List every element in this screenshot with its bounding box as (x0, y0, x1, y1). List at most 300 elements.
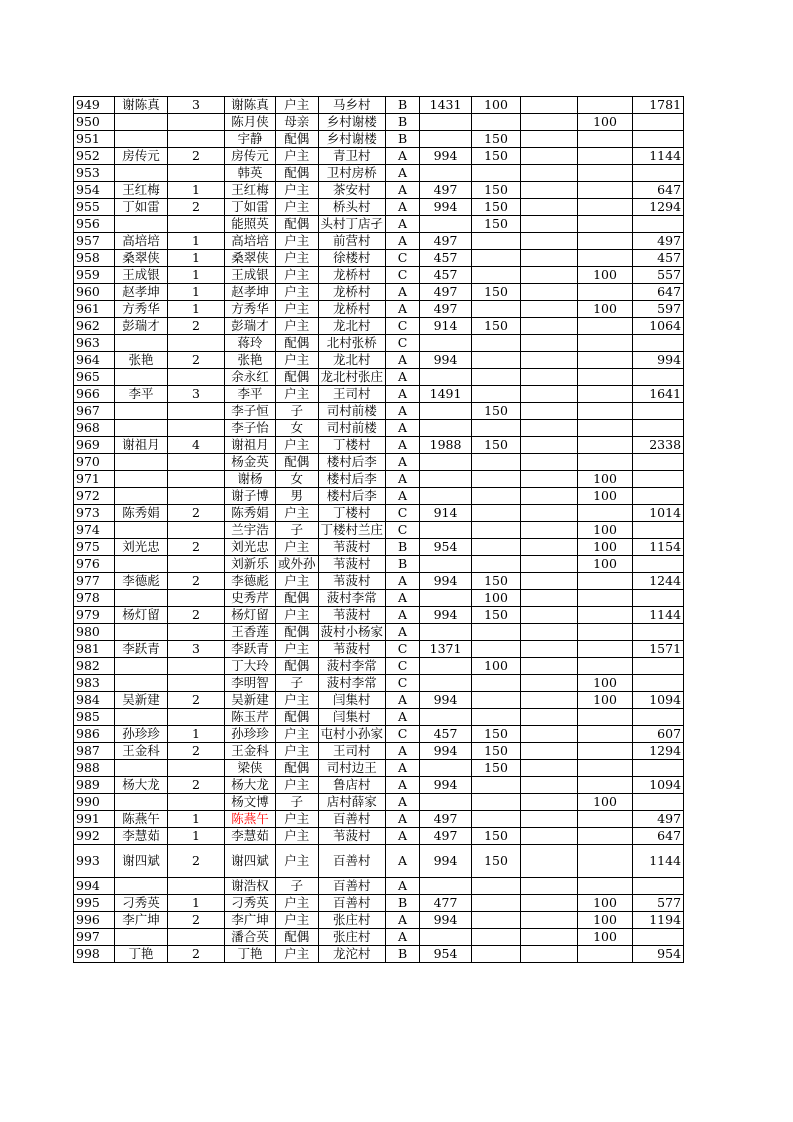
table-row (74, 760, 684, 777)
cell-amount-a (420, 590, 472, 607)
cell-amount-a (420, 114, 472, 131)
cell-amount-c (521, 878, 578, 895)
cell-household-size: 3 (168, 386, 225, 403)
cell-category: A (386, 828, 420, 845)
cell-village: 王司村 (318, 743, 386, 760)
cell-amount-c (521, 301, 578, 318)
cell-amount-b (472, 471, 521, 488)
cell-relation: 户主 (276, 284, 319, 301)
cell-amount-a (420, 488, 472, 505)
cell-category: A (386, 709, 420, 726)
cell-amount-d (578, 284, 633, 301)
cell-relation: 配偶 (276, 658, 319, 675)
cell-household-size: 3 (168, 97, 225, 114)
table-row (74, 165, 684, 182)
cell-amount-a (420, 522, 472, 539)
cell-amount-d: 100 (578, 301, 633, 318)
cell-total: 994 (633, 352, 684, 369)
cell-amount-c (521, 522, 578, 539)
cell-amount-d: 100 (578, 556, 633, 573)
cell-amount-d: 100 (578, 929, 633, 946)
cell-amount-c (521, 895, 578, 912)
cell-relation: 户主 (276, 199, 319, 216)
cell-member-name: 梁侠 (225, 760, 276, 777)
table-row (74, 352, 684, 369)
cell-member-name: 丁大玲 (225, 658, 276, 675)
cell-row-number: 974 (74, 522, 115, 539)
cell-amount-a: 497 (420, 828, 472, 845)
cell-total: 647 (633, 182, 684, 199)
cell-member-name: 高培培 (225, 233, 276, 250)
cell-row-number: 970 (74, 454, 115, 471)
cell-total: 1571 (633, 641, 684, 658)
table-row (74, 556, 684, 573)
cell-row-number: 975 (74, 539, 115, 556)
table-row (74, 335, 684, 352)
cell-amount-a: 954 (420, 539, 472, 556)
table-row (74, 114, 684, 131)
cell-total: 1781 (633, 97, 684, 114)
cell-amount-a (420, 420, 472, 437)
cell-category: A (386, 471, 420, 488)
cell-amount-d (578, 250, 633, 267)
cell-amount-d (578, 743, 633, 760)
cell-amount-b: 150 (472, 607, 521, 624)
cell-amount-a (420, 131, 472, 148)
cell-amount-c (521, 743, 578, 760)
cell-category: A (386, 233, 420, 250)
cell-category: A (386, 420, 420, 437)
cell-category: C (386, 641, 420, 658)
cell-member-name: 王金科 (225, 743, 276, 760)
cell-member-name: 赵孝坤 (225, 284, 276, 301)
cell-row-number: 972 (74, 488, 115, 505)
cell-member-name: 陈燕午 (225, 811, 276, 828)
cell-total: 647 (633, 828, 684, 845)
cell-household-head: 方秀华 (115, 301, 168, 318)
cell-household-head: 李平 (115, 386, 168, 403)
cell-relation: 子 (276, 675, 319, 692)
cell-category: C (386, 675, 420, 692)
cell-village: 前营村 (318, 233, 386, 250)
cell-row-number: 968 (74, 420, 115, 437)
cell-relation: 配偶 (276, 369, 319, 386)
cell-household-head: 李跃青 (115, 641, 168, 658)
cell-amount-d (578, 641, 633, 658)
cell-total (633, 929, 684, 946)
cell-member-name: 杨金英 (225, 454, 276, 471)
cell-amount-a: 994 (420, 607, 472, 624)
cell-category: A (386, 454, 420, 471)
cell-amount-a (420, 454, 472, 471)
cell-amount-a (420, 216, 472, 233)
cell-amount-a: 1371 (420, 641, 472, 658)
cell-relation: 母亲 (276, 114, 319, 131)
cell-amount-a (420, 471, 472, 488)
cell-household-head (115, 624, 168, 641)
cell-household-size: 1 (168, 811, 225, 828)
cell-amount-c (521, 726, 578, 743)
cell-relation: 或外孙 (276, 556, 319, 573)
cell-member-name: 李德彪 (225, 573, 276, 590)
cell-amount-d (578, 335, 633, 352)
cell-total (633, 369, 684, 386)
cell-category: B (386, 114, 420, 131)
cell-member-name: 丁艳 (225, 946, 276, 963)
table-row (74, 505, 684, 522)
cell-row-number: 980 (74, 624, 115, 641)
cell-amount-d (578, 658, 633, 675)
cell-household-head: 李慧茹 (115, 828, 168, 845)
cell-household-size (168, 420, 225, 437)
cell-household-size: 2 (168, 946, 225, 963)
cell-category: A (386, 199, 420, 216)
cell-amount-c (521, 233, 578, 250)
cell-member-name: 兰宇浩 (225, 522, 276, 539)
cell-total: 607 (633, 726, 684, 743)
cell-village: 司村前楼 (318, 420, 386, 437)
cell-row-number: 996 (74, 912, 115, 929)
cell-amount-c (521, 760, 578, 777)
cell-category: A (386, 777, 420, 794)
cell-household-head: 李广坤 (115, 912, 168, 929)
cell-member-name: 谢祖月 (225, 437, 276, 454)
cell-relation: 户主 (276, 726, 319, 743)
cell-household-head (115, 488, 168, 505)
cell-amount-b (472, 250, 521, 267)
cell-row-number: 976 (74, 556, 115, 573)
cell-amount-c (521, 624, 578, 641)
cell-relation: 户主 (276, 811, 319, 828)
cell-relation: 子 (276, 794, 319, 811)
cell-amount-d (578, 148, 633, 165)
cell-member-name: 刁秀英 (225, 895, 276, 912)
cell-household-size: 1 (168, 250, 225, 267)
cell-category: A (386, 624, 420, 641)
cell-category: A (386, 573, 420, 590)
cell-household-head (115, 335, 168, 352)
cell-amount-b: 150 (472, 845, 521, 878)
cell-relation: 户主 (276, 318, 319, 335)
cell-total (633, 216, 684, 233)
cell-amount-d: 100 (578, 488, 633, 505)
cell-household-size: 1 (168, 895, 225, 912)
cell-village: 苇菠村 (318, 573, 386, 590)
cell-member-name: 谢四斌 (225, 845, 276, 878)
cell-household-size (168, 522, 225, 539)
cell-amount-b (472, 641, 521, 658)
cell-category: A (386, 216, 420, 233)
cell-total: 497 (633, 233, 684, 250)
cell-amount-c (521, 641, 578, 658)
cell-amount-b (472, 556, 521, 573)
table-row (74, 284, 684, 301)
cell-amount-d: 100 (578, 114, 633, 131)
cell-relation: 户主 (276, 692, 319, 709)
cell-amount-d: 100 (578, 267, 633, 284)
table-row (74, 131, 684, 148)
cell-amount-b (472, 811, 521, 828)
cell-total (633, 165, 684, 182)
cell-amount-b (472, 420, 521, 437)
cell-row-number: 997 (74, 929, 115, 946)
cell-total: 1014 (633, 505, 684, 522)
cell-member-name: 张艳 (225, 352, 276, 369)
cell-relation: 户主 (276, 743, 319, 760)
cell-amount-c (521, 692, 578, 709)
cell-total: 954 (633, 946, 684, 963)
cell-amount-d (578, 607, 633, 624)
cell-village: 闫集村 (318, 692, 386, 709)
cell-amount-d (578, 946, 633, 963)
cell-amount-a (420, 556, 472, 573)
cell-member-name: 李广坤 (225, 912, 276, 929)
cell-household-size: 2 (168, 318, 225, 335)
cell-amount-b (472, 675, 521, 692)
cell-row-number: 951 (74, 131, 115, 148)
cell-category: C (386, 505, 420, 522)
cell-household-size: 2 (168, 539, 225, 556)
cell-amount-b (472, 929, 521, 946)
cell-household-head (115, 590, 168, 607)
cell-amount-b: 150 (472, 148, 521, 165)
cell-member-name: 杨灯留 (225, 607, 276, 624)
cell-row-number: 993 (74, 845, 115, 878)
cell-member-name: 陈玉芹 (225, 709, 276, 726)
cell-member-name: 蒋玲 (225, 335, 276, 352)
cell-amount-a (420, 709, 472, 726)
cell-amount-a: 994 (420, 352, 472, 369)
cell-amount-c (521, 97, 578, 114)
cell-relation: 户主 (276, 233, 319, 250)
cell-total: 577 (633, 895, 684, 912)
cell-household-head: 吴新建 (115, 692, 168, 709)
table-row (74, 828, 684, 845)
cell-category: A (386, 301, 420, 318)
cell-village: 徐楼村 (318, 250, 386, 267)
cell-relation: 子 (276, 878, 319, 895)
cell-household-head: 赵孝坤 (115, 284, 168, 301)
cell-amount-d (578, 369, 633, 386)
cell-village: 菠村小杨家 (318, 624, 386, 641)
cell-category: B (386, 895, 420, 912)
cell-member-name: 李平 (225, 386, 276, 403)
cell-amount-a: 457 (420, 726, 472, 743)
cell-member-name: 谢浩权 (225, 878, 276, 895)
cell-category: A (386, 794, 420, 811)
cell-household-head: 李德彪 (115, 573, 168, 590)
cell-household-head (115, 794, 168, 811)
cell-category: A (386, 845, 420, 878)
cell-total: 457 (633, 250, 684, 267)
cell-household-head: 丁如雷 (115, 199, 168, 216)
cell-member-name: 杨大龙 (225, 777, 276, 794)
cell-amount-a: 914 (420, 505, 472, 522)
cell-row-number: 983 (74, 675, 115, 692)
cell-amount-a: 457 (420, 250, 472, 267)
cell-relation: 户主 (276, 97, 319, 114)
cell-amount-c (521, 199, 578, 216)
cell-row-number: 949 (74, 97, 115, 114)
cell-amount-a: 994 (420, 777, 472, 794)
cell-amount-a: 914 (420, 318, 472, 335)
cell-amount-a (420, 760, 472, 777)
cell-amount-c (521, 318, 578, 335)
cell-amount-d (578, 505, 633, 522)
cell-relation: 女 (276, 420, 319, 437)
cell-row-number: 989 (74, 777, 115, 794)
cell-category: A (386, 743, 420, 760)
cell-category: C (386, 522, 420, 539)
cell-village: 桥头村 (318, 199, 386, 216)
cell-member-name: 李明智 (225, 675, 276, 692)
cell-category: C (386, 658, 420, 675)
cell-amount-d (578, 233, 633, 250)
cell-village: 百善村 (318, 895, 386, 912)
cell-household-size (168, 114, 225, 131)
cell-amount-c (521, 250, 578, 267)
table-row (74, 216, 684, 233)
cell-amount-d: 100 (578, 912, 633, 929)
cell-amount-a (420, 794, 472, 811)
cell-amount-d (578, 726, 633, 743)
cell-amount-d: 100 (578, 471, 633, 488)
cell-row-number: 971 (74, 471, 115, 488)
cell-member-name: 谢子博 (225, 488, 276, 505)
cell-total: 1154 (633, 539, 684, 556)
cell-relation: 配偶 (276, 624, 319, 641)
cell-household-head (115, 471, 168, 488)
cell-household-head (115, 420, 168, 437)
cell-total (633, 709, 684, 726)
cell-amount-b: 150 (472, 131, 521, 148)
cell-household-head: 谢祖月 (115, 437, 168, 454)
cell-amount-c (521, 573, 578, 590)
cell-amount-a: 994 (420, 845, 472, 878)
cell-amount-c (521, 794, 578, 811)
cell-amount-b (472, 369, 521, 386)
cell-amount-b (472, 352, 521, 369)
cell-relation: 配偶 (276, 929, 319, 946)
cell-amount-a (420, 165, 472, 182)
cell-household-head (115, 131, 168, 148)
cell-row-number: 950 (74, 114, 115, 131)
cell-category: A (386, 760, 420, 777)
cell-amount-d: 100 (578, 895, 633, 912)
cell-household-size (168, 488, 225, 505)
cell-member-name: 孙珍珍 (225, 726, 276, 743)
cell-member-name: 杨文博 (225, 794, 276, 811)
cell-amount-c (521, 946, 578, 963)
table-row (74, 420, 684, 437)
cell-row-number: 955 (74, 199, 115, 216)
cell-household-head: 桑翠侠 (115, 250, 168, 267)
cell-amount-d (578, 709, 633, 726)
cell-household-size (168, 675, 225, 692)
cell-village: 屯村小孙家 (318, 726, 386, 743)
cell-category: B (386, 539, 420, 556)
cell-amount-c (521, 777, 578, 794)
table-row (74, 692, 684, 709)
cell-village: 苇菠村 (318, 607, 386, 624)
cell-amount-d (578, 760, 633, 777)
cell-member-name: 李跃青 (225, 641, 276, 658)
cell-amount-a (420, 369, 472, 386)
table-row (74, 675, 684, 692)
cell-row-number: 985 (74, 709, 115, 726)
cell-household-head (115, 522, 168, 539)
cell-household-size: 2 (168, 777, 225, 794)
cell-amount-a: 497 (420, 811, 472, 828)
cell-village: 卫村房桥 (318, 165, 386, 182)
cell-total (633, 658, 684, 675)
cell-total (633, 624, 684, 641)
cell-category: A (386, 165, 420, 182)
cell-member-name: 李慧茹 (225, 828, 276, 845)
cell-relation: 户主 (276, 641, 319, 658)
cell-category: B (386, 131, 420, 148)
cell-amount-c (521, 386, 578, 403)
cell-household-head: 刘光忠 (115, 539, 168, 556)
cell-member-name: 王香莲 (225, 624, 276, 641)
cell-household-size (168, 794, 225, 811)
cell-relation: 户主 (276, 386, 319, 403)
cell-amount-b: 150 (472, 573, 521, 590)
cell-row-number: 981 (74, 641, 115, 658)
cell-village: 楼村后李 (318, 488, 386, 505)
cell-relation: 户主 (276, 912, 319, 929)
cell-amount-d: 100 (578, 522, 633, 539)
cell-total: 2338 (633, 437, 684, 454)
cell-row-number: 954 (74, 182, 115, 199)
cell-amount-a: 497 (420, 233, 472, 250)
cell-household-head: 陈燕午 (115, 811, 168, 828)
cell-amount-b: 100 (472, 658, 521, 675)
cell-member-name: 李子恒 (225, 403, 276, 420)
cell-household-size: 2 (168, 505, 225, 522)
cell-amount-c (521, 709, 578, 726)
cell-village: 楼村后李 (318, 454, 386, 471)
table-row (74, 182, 684, 199)
cell-village: 菠村李常 (318, 675, 386, 692)
cell-household-size: 1 (168, 233, 225, 250)
cell-total (633, 675, 684, 692)
cell-amount-c (521, 114, 578, 131)
cell-row-number: 978 (74, 590, 115, 607)
cell-member-name: 潘合英 (225, 929, 276, 946)
cell-member-name: 吴新建 (225, 692, 276, 709)
cell-amount-b (472, 895, 521, 912)
cell-category: A (386, 182, 420, 199)
cell-total (633, 794, 684, 811)
cell-relation: 配偶 (276, 590, 319, 607)
cell-amount-b (472, 386, 521, 403)
cell-amount-d (578, 386, 633, 403)
cell-total (633, 420, 684, 437)
cell-household-size (168, 590, 225, 607)
cell-member-name: 宇静 (225, 131, 276, 148)
cell-amount-b: 150 (472, 199, 521, 216)
cell-member-name: 房传元 (225, 148, 276, 165)
cell-amount-d (578, 454, 633, 471)
cell-relation: 配偶 (276, 335, 319, 352)
cell-relation: 配偶 (276, 709, 319, 726)
cell-village: 苇菠村 (318, 539, 386, 556)
cell-amount-d: 100 (578, 675, 633, 692)
cell-amount-b: 150 (472, 743, 521, 760)
cell-amount-d (578, 573, 633, 590)
cell-amount-d (578, 437, 633, 454)
